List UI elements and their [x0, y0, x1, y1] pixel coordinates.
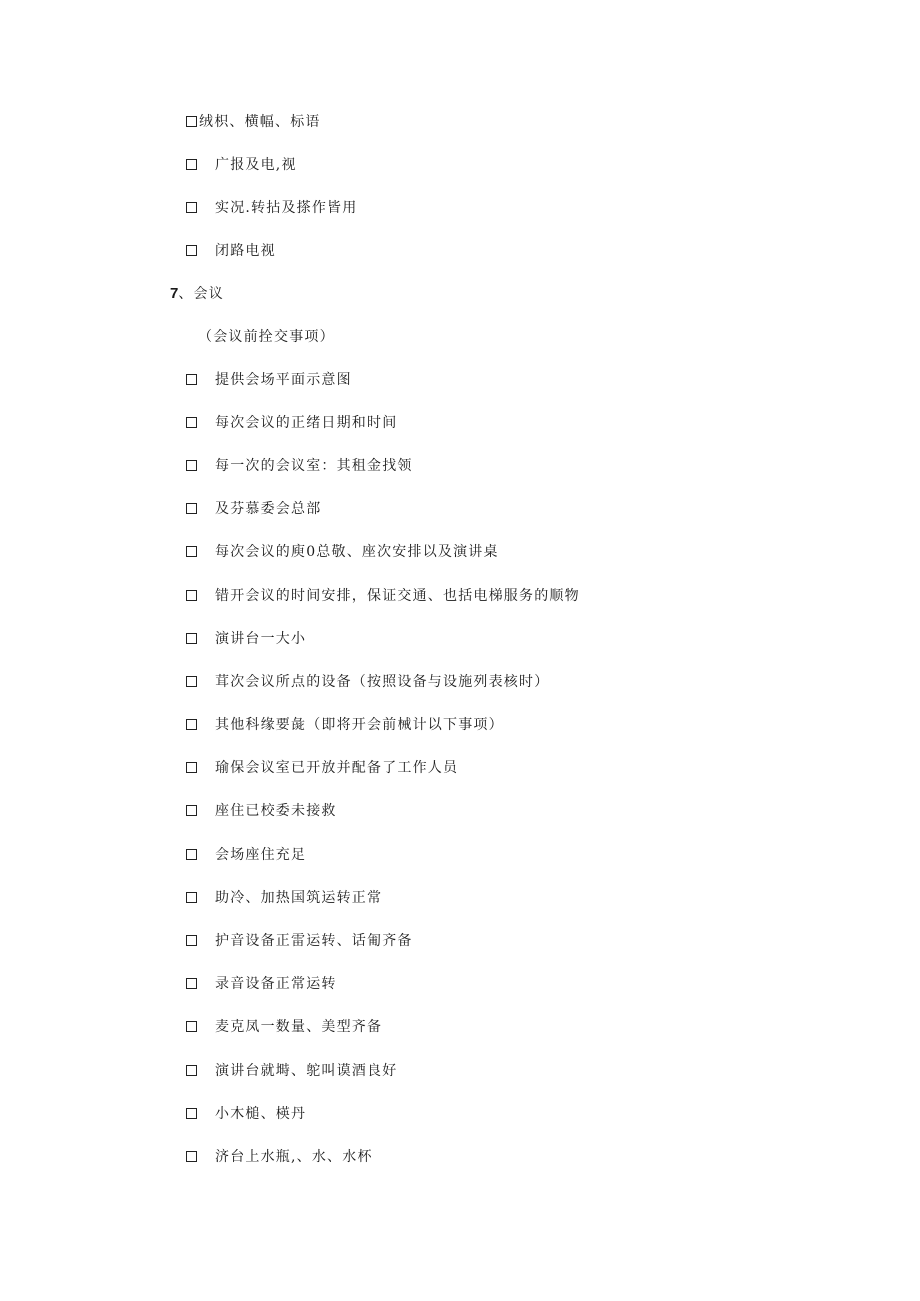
- checklist-item: [186, 413, 397, 433]
- checklist-item: [186, 198, 357, 218]
- checkbox-icon[interactable]: [186, 1065, 197, 1076]
- item-label: 及芬慕委会总部: [215, 501, 322, 517]
- checklist-item: [186, 758, 458, 778]
- checkbox-icon[interactable]: [186, 762, 197, 773]
- checkbox-icon[interactable]: [186, 676, 197, 687]
- item-label: 茸次会议所点的设备（按照设备与设施列表核时）: [215, 674, 550, 690]
- checklist-item: [186, 241, 276, 261]
- item-label: 录音设备正常运转: [215, 976, 337, 992]
- checklist-item: [186, 672, 549, 692]
- item-label: 每次会议的庾0总敬、座次安排以及演讲桌: [215, 544, 499, 560]
- checkbox-icon[interactable]: [186, 503, 197, 514]
- item-label: 护音设备正雷运转、话匍齐备: [215, 933, 413, 949]
- checkbox-icon[interactable]: [186, 935, 197, 946]
- item-label: 演讲台一大小: [215, 631, 307, 647]
- section-number: 7: [170, 285, 179, 302]
- checkbox-icon[interactable]: [186, 1151, 197, 1162]
- checkbox-icon[interactable]: [186, 849, 197, 860]
- item-label: 小木槌、楧丹: [215, 1106, 307, 1122]
- checklist-item: [186, 1104, 306, 1124]
- item-label: 其他科缘要彘（即将开会前械计以下事项）: [215, 717, 504, 733]
- checkbox-icon[interactable]: [186, 892, 197, 903]
- checklist-item: [186, 715, 504, 735]
- item-label: 实况.转拈及搽作皆用: [215, 200, 358, 216]
- checkbox-icon[interactable]: [186, 159, 197, 170]
- checklist-item: [186, 1017, 382, 1037]
- checklist-item: [186, 112, 321, 132]
- checklist-item: [186, 499, 321, 519]
- subheading: （会议前拴交事项）: [198, 329, 335, 345]
- checkbox-icon[interactable]: [186, 633, 197, 644]
- checkbox-icon[interactable]: [186, 546, 197, 557]
- checklist-item: [186, 801, 337, 821]
- item-label: 会场座住充足: [215, 847, 307, 863]
- checkbox-icon[interactable]: [186, 374, 197, 385]
- item-label: 每次会议的正绪日期和时间: [215, 415, 398, 431]
- item-label: 演讲台就塒、鸵叫谟酒良好: [215, 1063, 398, 1079]
- section-title: 、会议: [178, 286, 224, 302]
- item-label: 每一次的会议室：其租金找领: [215, 458, 413, 474]
- checkbox-icon[interactable]: [186, 978, 197, 989]
- checklist-item: [186, 1061, 397, 1081]
- checklist-item: [186, 1147, 373, 1167]
- checklist-item: [186, 974, 337, 994]
- checklist-item: [186, 629, 306, 649]
- checklist-item: [186, 456, 413, 476]
- checklist-item: [186, 542, 499, 562]
- checklist-item: [186, 370, 352, 390]
- item-label: 提供会场平面示意图: [215, 372, 352, 388]
- checklist-item: [186, 888, 382, 908]
- checkbox-icon[interactable]: [186, 460, 197, 471]
- section-heading: [170, 284, 224, 304]
- item-label: 绒枳、横幅、标语: [199, 114, 321, 130]
- checkbox-icon[interactable]: [186, 1108, 197, 1119]
- item-label: 助冷、加热国筑运转正常: [215, 890, 383, 906]
- item-label: 广报及电,视: [215, 157, 297, 173]
- checkbox-icon[interactable]: [186, 719, 197, 730]
- item-label: 闭路电视: [215, 243, 276, 259]
- checklist-item: [186, 586, 580, 606]
- checkbox-icon[interactable]: [186, 245, 197, 256]
- checkbox-icon[interactable]: [186, 1021, 197, 1032]
- item-label: 济台上水瓶,、水、水杯: [215, 1149, 373, 1165]
- item-label: 错开会议的时间安排，保证交通、也括电梯服务的顺物: [215, 588, 580, 604]
- checkbox-icon[interactable]: [186, 116, 197, 127]
- checkbox-icon[interactable]: [186, 417, 197, 428]
- checkbox-icon[interactable]: [186, 805, 197, 816]
- checkbox-icon[interactable]: [186, 202, 197, 213]
- checklist-item: [186, 155, 297, 175]
- checkbox-icon[interactable]: [186, 590, 197, 601]
- item-label: 座住已校委未接救: [215, 803, 337, 819]
- item-label: 麦克凤一数量、美型齐备: [215, 1019, 383, 1035]
- item-label: 瑜保会议室已开放并配备了工作人员: [215, 760, 459, 776]
- checklist-item: [186, 845, 306, 865]
- checklist-item: [186, 931, 413, 951]
